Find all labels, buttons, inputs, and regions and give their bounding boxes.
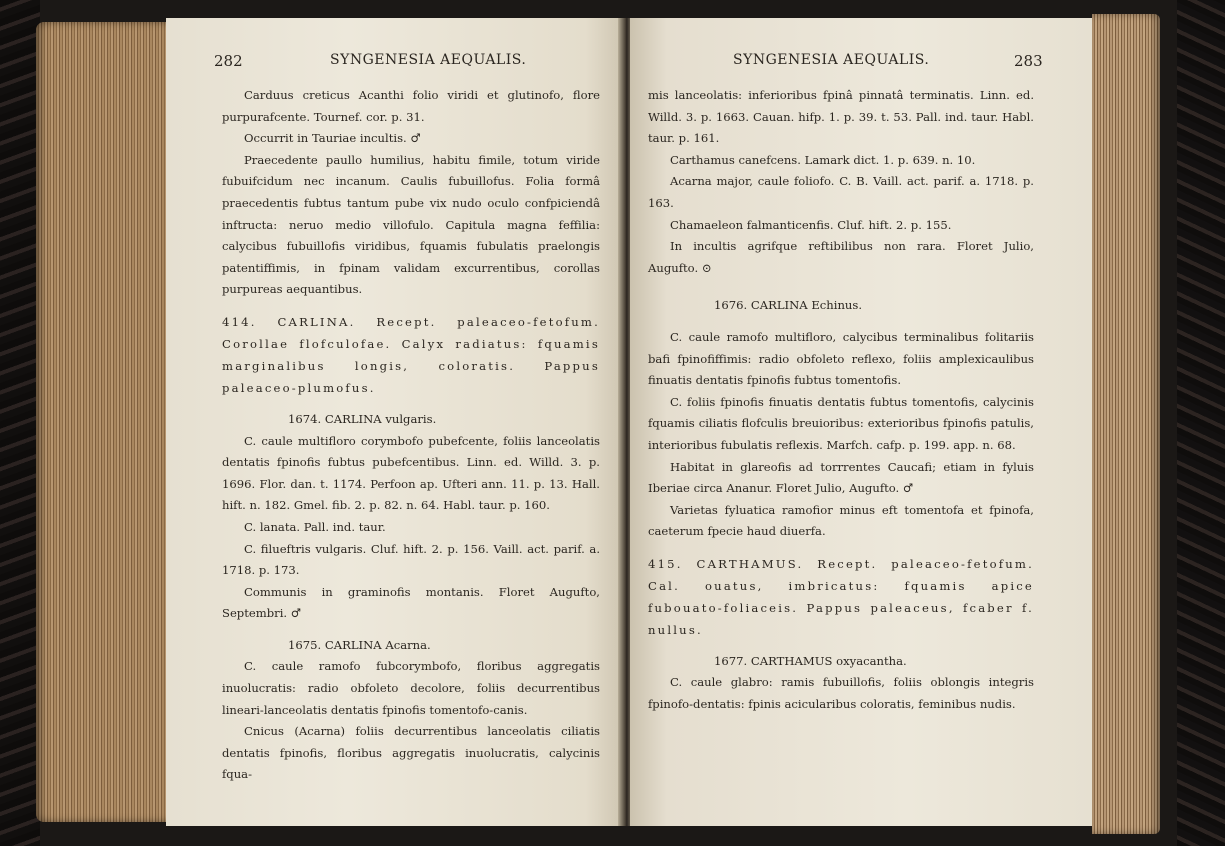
- synonym-filuestris: C. filueftris vulgaris. Cluf. hift. 2. p. 156. Vaill. act. parif. a. 1718. p. 173.: [222, 541, 600, 578]
- genus-carthamus: 415. CARTHAMUS. Recept. paleaceo-fetofum. Cal. ouatus, imbricatus: fquamis apice fubouato-foliaceis. Pappus paleaceus, fcaber f. nullus.: [648, 556, 1034, 637]
- right-running-head: SYNGENESIA AEQUALIS.: [733, 52, 930, 68]
- habitat-1676: Habitat in glareofis ad torrrentes Caucafi; etiam in fyluis Iberiae circa Ananur. Floret Julio, Augufto. ♂: [648, 459, 1034, 496]
- synonym-chamaeleon: Chamaeleon falmanticenfis. Cluf. hift. 2. p. 155.: [670, 217, 952, 232]
- species-description-1677: C. caule glabro: ramis fubuillofis, foliis oblongis integris fpinofo-dentatis: fpinis acicularibus coloratis, feminibus nudis.: [648, 675, 1034, 712]
- left-page-body: [222, 85, 600, 786]
- entry-carduus-creticus: Carduus creticus Acanthi folio viridi et glutinofo, flore purpurafcente. Tournef. cor. p. 31.: [222, 88, 600, 124]
- synonym-cnicus-acarna: Cnicus (Acarna) foliis decurrentibus lanceolatis ciliatis dentatis fpinofis, floribus aggregatis inuolucratis, calycinis fqua-: [222, 724, 600, 782]
- background-cloth-right: [1177, 0, 1225, 846]
- left-page-number: 282: [214, 52, 243, 70]
- right-page-number: 283: [1014, 52, 1043, 70]
- species-heading-1677: 1677. CARTHAMUS oxyacantha.: [714, 653, 907, 668]
- book-edge-left: [36, 22, 170, 822]
- book-edge-right: [1092, 14, 1160, 834]
- genus-carlina: 414. CARLINA. Recept. paleaceo-fetofum. Corollae flofculofae. Calyx radiatus: fquamis marginalibus longis, coloratis. Pappus paleaceo-plumofus.: [222, 314, 600, 395]
- synonym-acarna-major: Acarna major, caule foliofo. C. B. Vaill. act. parif. a. 1718. p. 163.: [648, 174, 1034, 210]
- background-cloth-left: [0, 0, 40, 846]
- species-heading-1674: 1674. CARLINA vulgaris.: [288, 411, 437, 426]
- species-heading-1675: 1675. CARLINA Acarna.: [288, 637, 431, 652]
- species-description-1676: C. caule ramofo multifloro, calycibus terminalibus folitariis bafi fpinofiffimis: radio obfoleto reflexo, foliis amplexicaulibus finuatis dentatis fpinofis fubtus tomentofis.: [648, 329, 1034, 388]
- synonym-carthamus-canescens: Carthamus canefcens. Lamark dict. 1. p. 639. n. 10.: [670, 152, 976, 167]
- varietas-note: Varietas fyluatica ramofior minus eft tomentofa et fpinofa, caeterum fpecie haud diuerfa.: [648, 502, 1034, 539]
- synonym-lanata: C. lanata. Pall. ind. taur.: [244, 519, 386, 534]
- left-running-head: SYNGENESIA AEQUALIS.: [330, 52, 527, 68]
- species-description-1674: C. caule multifloro corymbofo pubefcente, foliis lanceolatis dentatis fpinofis fubtus pubefcentibus. Linn. ed. Willd. 3. p. 1696. Flor. dan. t. 1174. Perfoon ap. Ufteri ann. 11. p. 13. Hall. hift. n. 182. Gmel. fib. 2. p. 82. n. 64. Habl. taur. p. 160.: [222, 433, 600, 513]
- habitat-1674: Communis in graminofis montanis. Floret Augufto, Septembri. ♂: [222, 584, 600, 621]
- habitat-line: Occurrit in Tauriae incultis. ♂: [244, 131, 421, 146]
- synonym-1676: C. foliis fpinofis finuatis dentatis fubtus tomentofis, calycinis fquamis ciliatis flofculis breuioribus: exterioribus fpinofis patulis, interioribus fubulatis reflexis. Marfch. cafp. p. 199. app. n. 68.: [648, 394, 1034, 452]
- species-heading-1676: 1676. CARLINA Echinus.: [714, 298, 863, 313]
- description-paragraph: Praecedente paullo humilius, habitu fimile, totum viride fubuifcidum nec incanum. Caulis fubuillofus. Folia formâ praecedentis fubtus tantum pube vix nudo oculo confpiciendâ inftructa: neruo medio villofulo. Capitula magna feffilia: calycibus fubuillofis viridibus, fquamis fubulatis praelongis patentiffimis, in fpinam validam excurrentibus, corollas purpureas aequantibus.: [222, 152, 600, 297]
- continuation-paragraph: mis lanceolatis: inferioribus fpinâ pinnatâ terminatis. Linn. ed. Willd. 3. p. 1663. Cauan. hifp. 1. p. 39. t. 53. Pall. ind. taur. Habl. taur. p. 161.: [648, 88, 1034, 146]
- habitat-1675: In incultis agrifque reftibilibus non rara. Floret Julio, Augufto. ⊙: [648, 239, 1034, 275]
- right-page-body: [648, 85, 1034, 716]
- species-description-1675: C. caule ramofo fubcorymbofo, floribus aggregatis inuolucratis: radio obfoleto decolore, foliis decurrentibus lineari-lanceolatis dentatis fpinofis tomentofo-canis.: [222, 659, 600, 717]
